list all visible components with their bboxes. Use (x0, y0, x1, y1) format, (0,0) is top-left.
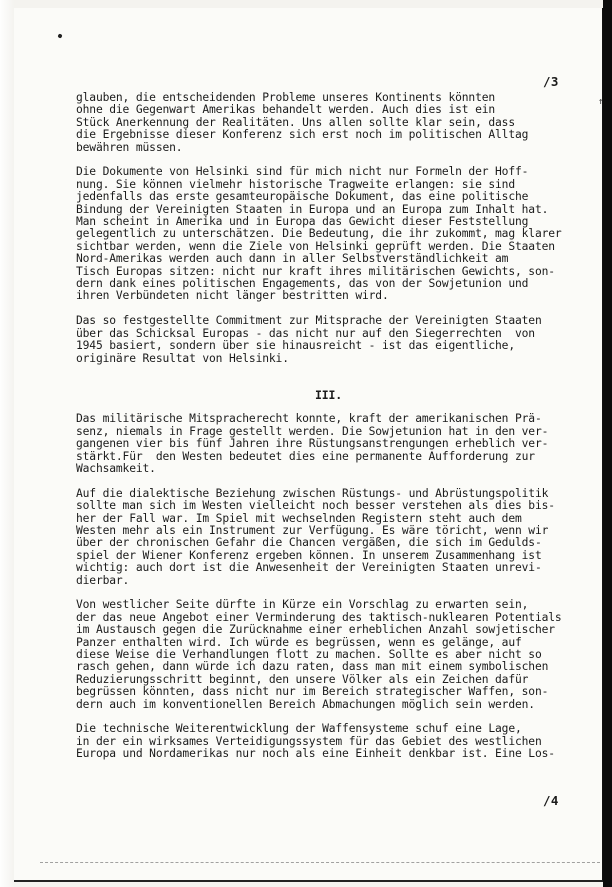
paragraphs-after (76, 413, 606, 760)
page-number-top: /3 (543, 74, 559, 89)
text-line: wichtig: auch dort ist die Anwesenheit der Vereinigten Staaten unrevi- (76, 561, 542, 575)
text-line: Die Dokumente von Helsinki sind für mich nicht nur Formeln der Hoff- (76, 165, 529, 179)
text-line: dern auch im konventionellen Bereich Abmachungen möglich sein werden. (76, 697, 535, 711)
text-line: Die technische Weiterentwicklung der Waffensysteme schuf eine Lage, (76, 722, 522, 736)
paragraph (76, 599, 606, 711)
text-line: senz, niemals in Frage gestellt werden. Die Sowjetunion hat in den ver- (76, 424, 549, 438)
paragraph (76, 315, 606, 365)
paragraph (76, 488, 606, 587)
text-line: Das so festgestellte Commitment zur Mitsprache der Vereinigten Staaten (76, 314, 542, 328)
text-line: glauben, die entscheidenden Probleme unseres Kontinents könnten (76, 91, 496, 104)
text-line: her der Fall war. Im Spiel mit wechselnden Registern steht auch dem (76, 511, 522, 525)
text-line: Wachsamkeit. (76, 461, 156, 475)
text-line: Man scheint in Amerika und in Europa das Gewicht dieser Feststellung (76, 215, 529, 229)
text-line: sollte man sich im Westen vielleicht noch besser verstehen als dies bis- (76, 499, 555, 513)
text-line: Panzer enthalten wird. Ich würde es begrüssen, wenn es gelänge, auf (76, 635, 522, 649)
paragraphs-before (76, 92, 606, 365)
text-line: Auf die dialektische Beziehung zwischen Rüstungs- und Abrüstungspolitik (76, 486, 549, 500)
text-line: jedenfalls das erste gesamteuropäische Dokument, das eine politische (76, 190, 529, 204)
text-line: gangenen vier bis fünf Jahren ihre Rüstungsanstrengungen erheblich ver- (76, 437, 549, 451)
text-line: Nord-Amerikas werden auch dann in aller Selbstverständlichkeit am (76, 252, 509, 266)
text-line: Westen mehr als ein Instrument zur Verfügung. Es wäre töricht, wenn wir (76, 523, 549, 537)
text-line: Das militärische Mitspracherecht konnte, kraft der amerikanischen Prä- (76, 412, 542, 426)
text-line: Bindung der Vereinigten Staaten in Europa und an Europa zum Inhalt hat. (76, 202, 549, 216)
section-heading: III. (314, 387, 343, 402)
text-line: dern dank eines politischen Engagements, das von der Sowjetunion und (76, 277, 529, 291)
text-line: spiel der Wiener Konferenz ergeben können. In unserem Zusammenhang ist (76, 548, 542, 562)
paragraph (76, 166, 606, 302)
footer-rule (40, 862, 600, 865)
text-line: gelegentlich zu unterschätzen. Die Bedeutung, die ihr zukommt, mag klarer (76, 227, 562, 241)
text-line: nung. Sie können vielmehr historische Tragweite erlangen: sie sind (76, 177, 515, 191)
text-line: diese Weise die Verhandlungen flott zu machen. Sollte es aber nicht so (76, 648, 542, 661)
margin-tick: ↑ (598, 97, 604, 107)
text-line: der das neue Angebot einer Verminderung des taktisch-nuklearen Potentials (76, 610, 562, 624)
text-line: sichtbar werden, wenn die Ziele von Helsinki geprüft werden. Die Staaten (76, 239, 555, 253)
text-line: originäre Resultat von Helsinki. (76, 351, 289, 365)
page-number-bottom: /4 (543, 793, 559, 808)
text-line: ohne die Gegenwart Amerikas behandelt werden. Auch dies ist ein (76, 103, 496, 117)
text-line: in der ein wirksames Verteidigungssystem für das Gebiet des westlichen (76, 734, 542, 748)
text-line: Tisch Europas sitzen: nicht nur kraft ihres militärischen Gewichts, son- (76, 264, 555, 278)
text-line: Reduzierungsschritt beginnt, den unsere Völker als ein Zeichen dafür (76, 672, 529, 686)
text-line: rasch gehen, dann würde ich dazu raten, dass man mit einem symbolischen (76, 660, 549, 674)
text-line: ihren Verbündeten nicht länger bestritten wird. (76, 289, 389, 303)
paragraph (76, 723, 606, 760)
document-body (76, 92, 606, 773)
text-line: dierbar. (76, 573, 130, 587)
text-line: stärkt.Für den Westen bedeutet dies eine permanente Aufforderung zur (76, 449, 535, 463)
paragraph (76, 413, 606, 475)
text-line: die Ergebnisse dieser Konferenz sich erst noch im politischen Alltag (76, 128, 529, 142)
scan-edge-left (0, 0, 14, 887)
text-line: Europa und Nordamerikas nur noch als eine Einheit denkbar ist. Eine Los- (76, 747, 555, 761)
paragraph (76, 92, 606, 154)
text-line: Stück Anerkennung der Realitäten. Uns allen sollte klar sein, dass (76, 115, 515, 129)
text-line: begrüssen könnten, dass nicht nur im Bereich strategischer Waffen, son- (76, 685, 549, 699)
text-line: im Austausch gegen die Zurücknahme einer erheblichen Anzahl sowjetischer (76, 623, 555, 637)
text-line: über der chronischen Gefahr die Chancen vergäßen, die sich im Gedulds- (76, 536, 542, 550)
text-line: 1945 basiert, sondern über sie hinausreicht - ist das eigentliche, (76, 339, 515, 353)
text-line: bewähren müssen. (76, 140, 183, 154)
text-line: über das Schicksal Europas - das nicht nur auf den Siegerrechten von (76, 326, 535, 340)
text-line: Von westlicher Seite dürfte in Kürze ein Vorschlag zu erwarten sein, (76, 598, 529, 612)
